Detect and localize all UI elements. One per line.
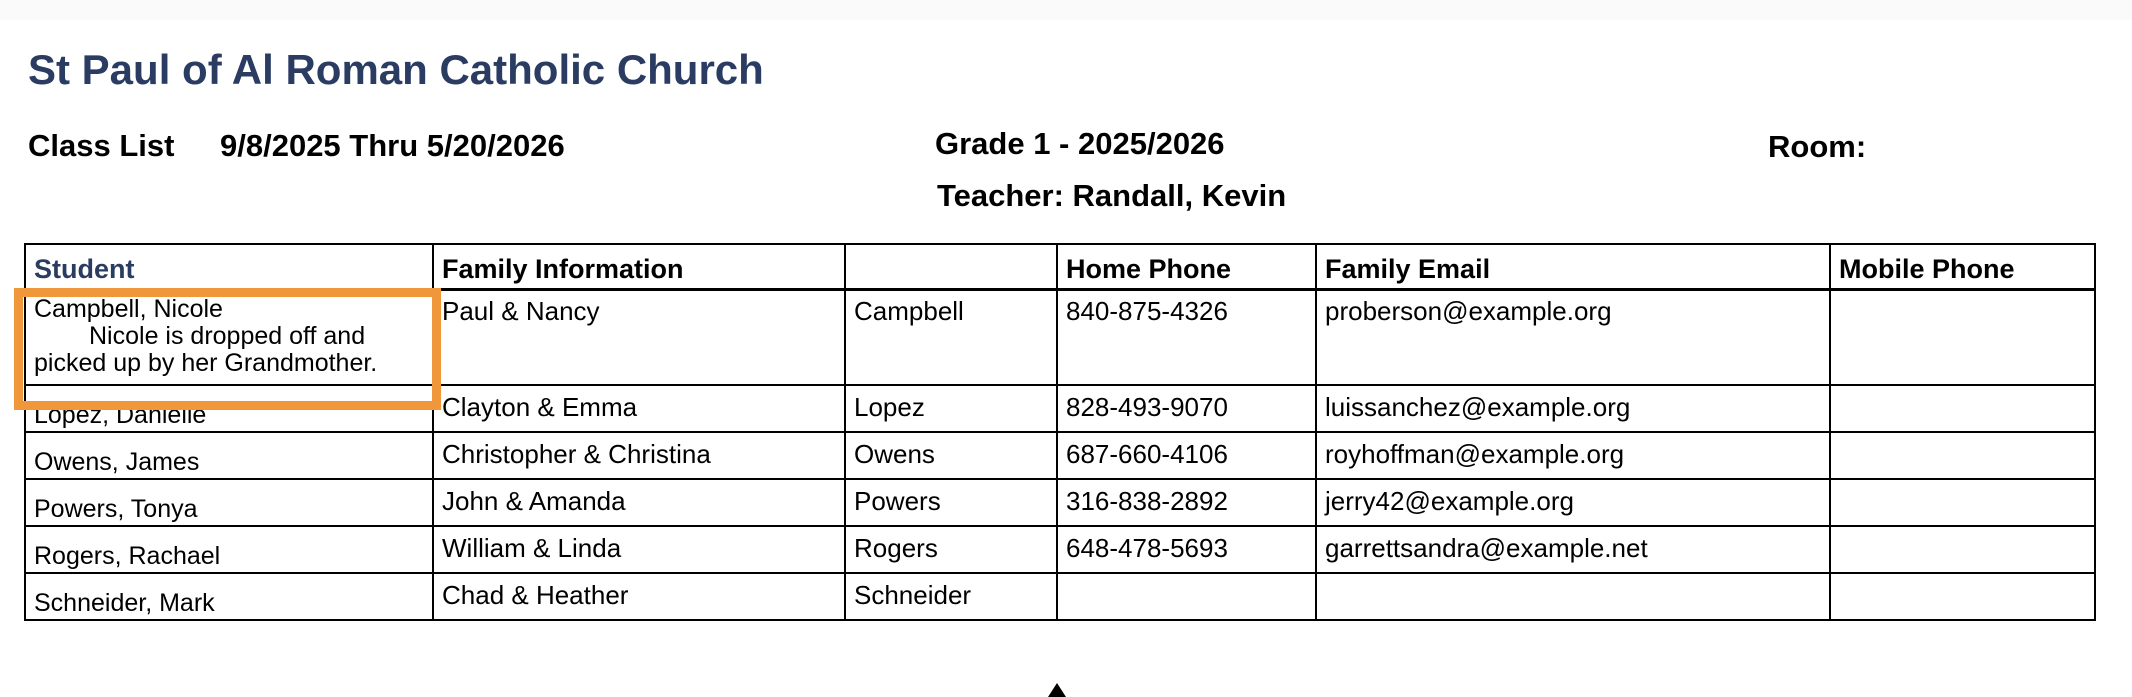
- student-cell: Owens, James: [25, 432, 433, 479]
- lastname-cell: Schneider: [845, 573, 1057, 620]
- table-row: [25, 289, 2095, 385]
- family-cell: Clayton & Emma: [433, 385, 845, 432]
- student-cell: Rogers, Rachael: [25, 526, 433, 573]
- table-row: [25, 526, 2095, 573]
- date-range-label: 9/8/2025 Thru 5/20/2026: [220, 128, 565, 163]
- mobile-phone-cell: [1830, 289, 2095, 385]
- mobile-phone-cell: [1830, 479, 2095, 526]
- student-cell: Schneider, Mark: [25, 573, 433, 620]
- table-row: [25, 432, 2095, 479]
- family-cell: John & Amanda: [433, 479, 845, 526]
- col-header-family-information: Family Information: [433, 244, 845, 289]
- family-email-cell: garrettsandra@example.net: [1316, 526, 1830, 573]
- lastname-cell: Campbell: [845, 289, 1057, 385]
- student-cell: Lopez, Danielle: [25, 385, 433, 432]
- home-phone-cell: 687-660-4106: [1057, 432, 1316, 479]
- family-cell: William & Linda: [433, 526, 845, 573]
- col-header-student: Student: [25, 244, 433, 289]
- home-phone-cell: 840-875-4326: [1057, 289, 1316, 385]
- home-phone-cell: [1057, 573, 1316, 620]
- table-row: [25, 385, 2095, 432]
- mouse-cursor-icon: [1048, 683, 1066, 697]
- mobile-phone-cell: [1830, 573, 2095, 620]
- student-cell: [25, 289, 433, 385]
- home-phone-cell: 316-838-2892: [1057, 479, 1316, 526]
- family-email-cell: jerry42@example.org: [1316, 479, 1830, 526]
- class-list-table: [24, 243, 2096, 621]
- col-header-blank: [845, 244, 1057, 289]
- mobile-phone-cell: [1830, 385, 2095, 432]
- family-cell: Paul & Nancy: [433, 289, 845, 385]
- mobile-phone-cell: [1830, 526, 2095, 573]
- family-email-cell: luissanchez@example.org: [1316, 385, 1830, 432]
- family-email-cell: proberson@example.org: [1316, 289, 1830, 385]
- page-title: St Paul of Al Roman Catholic Church: [28, 46, 764, 94]
- student-name: Campbell, Nicole: [34, 294, 223, 323]
- teacher-label: Teacher: Randall, Kevin: [937, 178, 1287, 213]
- home-phone-cell: 828-493-9070: [1057, 385, 1316, 432]
- family-email-cell: royhoffman@example.org: [1316, 432, 1830, 479]
- top-page-strip: [0, 0, 2132, 20]
- student-note: Nicole is dropped off and picked up by her Grandmother.: [34, 321, 378, 377]
- lastname-cell: Lopez: [845, 385, 1057, 432]
- grade-label: Grade 1 - 2025/2026: [935, 126, 1225, 161]
- lastname-cell: Powers: [845, 479, 1057, 526]
- report-name-label: Class List: [28, 128, 175, 163]
- col-header-mobile-phone: Mobile Phone: [1830, 244, 2095, 289]
- mobile-phone-cell: [1830, 432, 2095, 479]
- table-row: [25, 479, 2095, 526]
- home-phone-cell: 648-478-5693: [1057, 526, 1316, 573]
- table-header-row: [25, 244, 2095, 289]
- col-header-home-phone: Home Phone: [1057, 244, 1316, 289]
- student-cell: Powers, Tonya: [25, 479, 433, 526]
- family-cell: Chad & Heather: [433, 573, 845, 620]
- family-email-cell: [1316, 573, 1830, 620]
- family-cell: Christopher & Christina: [433, 432, 845, 479]
- lastname-cell: Owens: [845, 432, 1057, 479]
- table-row: [25, 573, 2095, 620]
- lastname-cell: Rogers: [845, 526, 1057, 573]
- col-header-family-email: Family Email: [1316, 244, 1830, 289]
- room-label: Room:: [1768, 129, 1867, 164]
